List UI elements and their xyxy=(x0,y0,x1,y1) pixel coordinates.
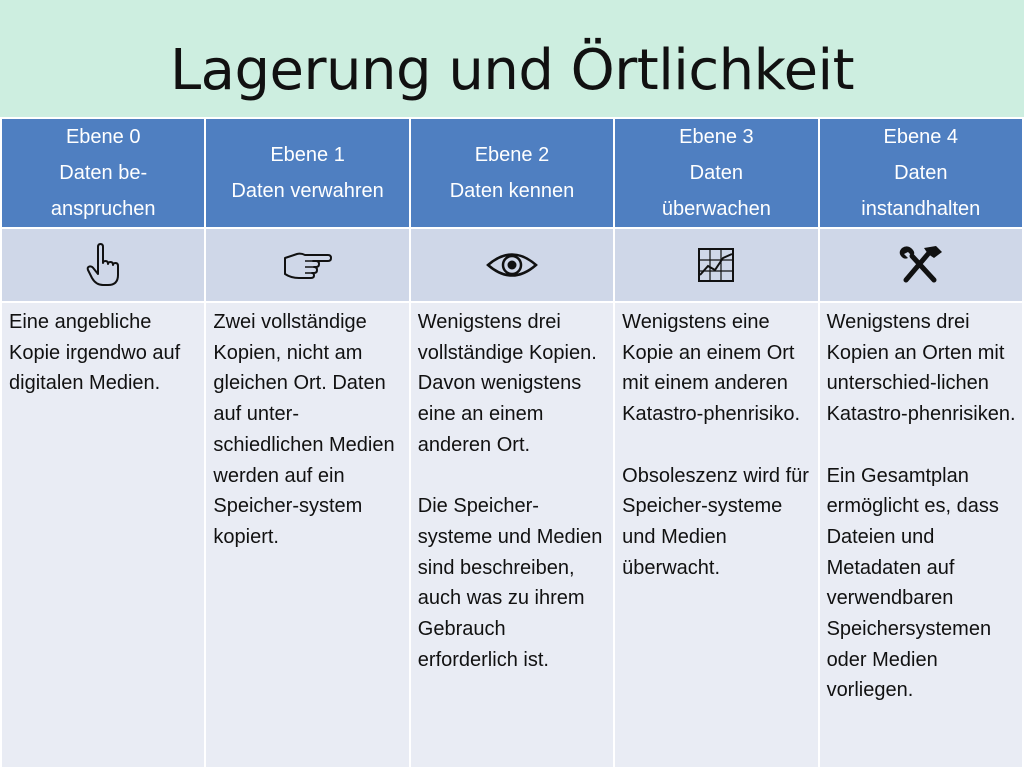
description-row xyxy=(1,302,1023,768)
icon-cell xyxy=(614,228,818,302)
description-text: Zwei vollständige Kopien, nicht am gleichen Ort. Daten auf unter-schiedlichen Medien werden auf ein Speicher-system kopiert. xyxy=(213,311,395,548)
icon-cell xyxy=(205,228,409,302)
level-label: Ebene 4 xyxy=(883,126,959,148)
icon-row xyxy=(1,228,1023,302)
description-cell xyxy=(1,302,205,768)
header-cell xyxy=(614,118,818,228)
header-cell xyxy=(819,118,1023,228)
description-text: Wenigstens eine Kopie an einem Ort mit einem anderen Katastro-phenrisiko. xyxy=(622,311,801,426)
level-name-line1: Daten verwahren xyxy=(231,180,384,202)
icon-cell xyxy=(1,228,205,302)
icon-cell xyxy=(410,228,614,302)
description-text: Die Speicher-systeme und Medien sind beschreiben, auch was zu ihrem Gebrauch erforderlich ist. xyxy=(417,495,603,671)
level-name-line2: überwachen xyxy=(661,198,771,220)
level-label: Ebene 2 xyxy=(474,144,550,166)
description-text: Ein Gesamtplan ermöglicht es, dass Dateien und Metadaten auf verwendbaren Speichersystemen oder Medien vorliegen. xyxy=(826,464,999,702)
description-text: Wenigstens drei Kopien an Orten mit unterschied-lichen Katastro-phenrisiken. xyxy=(826,311,1016,426)
level-name-line1: Daten be- xyxy=(59,162,148,184)
level-name-line1: Daten xyxy=(894,162,948,184)
header-cell xyxy=(410,118,614,228)
description-text: Obsoleszenz wird für Speicher-systeme und Medien überwacht. xyxy=(622,464,809,579)
pointing-hand-up-icon xyxy=(86,243,120,287)
header-cell xyxy=(1,118,205,228)
level-name-line2: anspruchen xyxy=(50,198,156,220)
description-text: Wenigstens drei vollständige Kopien. Davon wenigstens eine an einem anderen Ort. xyxy=(417,311,597,456)
level-name-line1: Daten kennen xyxy=(449,180,575,202)
page-title: Lagerung und Örtlichkeit xyxy=(169,38,855,103)
level-label: Ebene 1 xyxy=(270,144,345,166)
description-cell xyxy=(819,302,1023,768)
levels-table xyxy=(0,117,1024,769)
header-cell xyxy=(205,118,409,228)
level-name-line2: instandhalten xyxy=(861,198,981,220)
tools-icon xyxy=(898,244,944,286)
chart-icon xyxy=(696,246,736,284)
icon-cell xyxy=(819,228,1023,302)
eye-icon xyxy=(486,250,538,280)
description-cell xyxy=(614,302,818,768)
pointing-hand-right-icon xyxy=(283,250,333,280)
description-text: Eine angebliche Kopie irgendwo auf digitalen Medien. xyxy=(9,311,181,395)
level-label: Ebene 3 xyxy=(679,126,754,148)
level-label: Ebene 0 xyxy=(65,126,141,148)
level-name-line1: Daten xyxy=(689,162,744,184)
description-cell xyxy=(410,302,614,768)
header-row xyxy=(1,118,1023,228)
description-cell xyxy=(205,302,409,768)
